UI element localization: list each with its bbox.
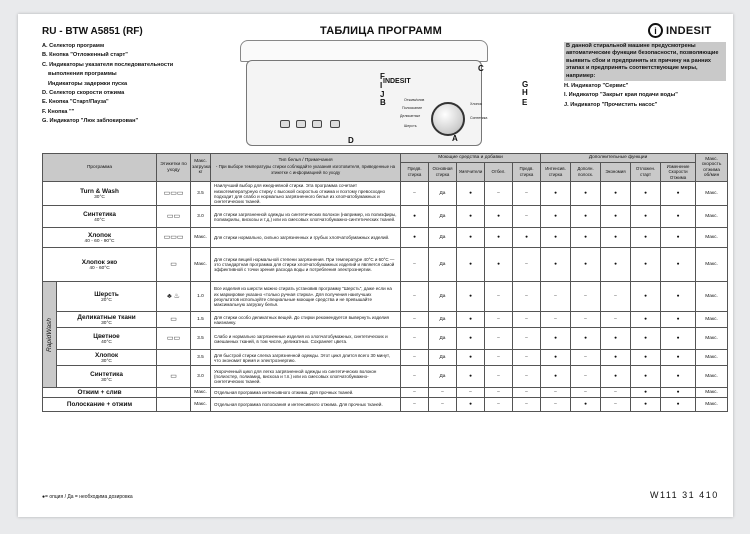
panel-button (296, 120, 306, 128)
program-description: Отдельная программа интенсивного отжима. Для прочных тканей. (211, 388, 401, 398)
max-load: Макс. (191, 388, 211, 398)
max-speed: Макс. (696, 350, 728, 366)
option-cell: – (401, 366, 429, 388)
option-cell: ● (401, 228, 429, 248)
th-max-load-unit: кг (198, 170, 203, 176)
option-cell: ● (661, 312, 696, 328)
option-cell: ● (485, 206, 513, 228)
program-temp: 30°C (101, 358, 112, 364)
option-cell: ● (601, 248, 631, 282)
option-cell: ● (541, 248, 571, 282)
panel-button (330, 120, 340, 128)
max-speed: Макс. (696, 282, 728, 312)
program-description: Для стирки вещей нормальной степени загрязнения. При температуре 40°C и 60°C — это стандартная программа для стирки хлопчатобумажных изделий и является самой эффективной с точки зрения расхода воды и потребления электроэнергии. (211, 248, 401, 282)
footer-legend: ●= опция / Да = необходима дозировка (42, 494, 133, 500)
program-temp: 20°C (101, 297, 112, 303)
option-cell: – (485, 398, 513, 412)
option-cell: Да (429, 350, 457, 366)
option-cell: Да (429, 366, 457, 388)
table-row (43, 248, 728, 282)
th-max-speed (696, 154, 728, 182)
option-cell: ● (457, 328, 485, 350)
legend-item: C. Индикаторы указателя последовательности (42, 61, 174, 68)
option-cell: – (485, 182, 513, 206)
option-cell: – (601, 388, 631, 398)
callout-letter: A (452, 134, 458, 143)
option-cell: ● (631, 206, 661, 228)
dial-label: Деликатные (400, 114, 421, 118)
max-speed: Макс. (696, 248, 728, 282)
page-title: ТАБЛИЦА ПРОГРАММ (320, 25, 442, 37)
max-load: 3.5 (191, 350, 211, 366)
legend-item: Индикаторы задержки пуска (48, 80, 128, 87)
dial-label: Отжим/слив (404, 98, 425, 102)
dial-label: Хлопок (470, 102, 483, 106)
th-det-col: Основная стирка (429, 162, 457, 182)
option-cell: – (513, 282, 541, 312)
option-cell: – (485, 350, 513, 366)
option-cell: ● (541, 182, 571, 206)
callout-letter: F (380, 72, 385, 81)
control-panel-drawing (240, 40, 530, 148)
option-cell: – (601, 312, 631, 328)
max-load: 1.5 (191, 312, 211, 328)
option-cell: ● (541, 228, 571, 248)
legend-item: D. Селектор скорости отжима (42, 90, 125, 97)
care-label-icon: ▭▭▭ (157, 228, 191, 248)
th-description-note: - При выборе температуры стирки соблюдайте указания изготовителя, приведенные на этикетке с информацией по уходу (215, 163, 396, 176)
program-description: Наилучший выбор для ежедневной стирки. Эта программа сочетает низкотемпературную стирку с высокой скоростью отжима и поэтому превосходно подходит для слабо и нормально загрязненного белья из хлопчатобумажных и синтетических тканей. (211, 182, 401, 206)
th-description (211, 154, 401, 182)
option-cell: ● (513, 228, 541, 248)
option-cell: – (571, 388, 601, 398)
option-cell: – (513, 350, 541, 366)
option-cell: – (601, 282, 631, 312)
option-cell: ● (571, 206, 601, 228)
safety-warning: В данной стиральной машине предусмотрены автоматические функции безопасности, позволяющие выявить сбои и предпринять их причину на ранних этапах и предпринять соответствующие меры, например: (564, 42, 726, 81)
program-temp: 40°C (101, 339, 112, 345)
care-label-icon: ▭▭ (157, 328, 191, 350)
table-row (43, 398, 728, 412)
option-cell: ● (457, 282, 485, 312)
care-label-icon (157, 398, 191, 412)
program-name: Отжим + слив (77, 389, 122, 397)
option-cell: ● (661, 388, 696, 398)
callout-letter: J (380, 90, 385, 99)
program-name-cell (43, 206, 157, 228)
program-description: Для стирки особо деликатных вещей. До стирки рекомендуется вывернуть изделия наизнанку. (211, 312, 401, 328)
option-cell: ● (457, 228, 485, 248)
th-det-col: Умягчители (457, 162, 485, 182)
max-load: 1.0 (191, 282, 211, 312)
table-row (43, 366, 728, 388)
th-extra-col: Экономия (601, 162, 631, 182)
option-cell: – (485, 388, 513, 398)
program-temp: 40 - 60 - 90°C (84, 238, 115, 244)
th-det-col: Отбел. (485, 162, 513, 182)
option-cell: – (513, 328, 541, 350)
th-description-title: Тип белья / Примечания (278, 158, 333, 164)
care-label-icon: ▭ (157, 366, 191, 388)
option-cell: ● (631, 182, 661, 206)
option-cell: ● (661, 282, 696, 312)
option-cell: – (541, 282, 571, 312)
option-cell: – (571, 350, 601, 366)
table-row (43, 312, 728, 328)
program-name: Хлопок эко (81, 258, 118, 266)
option-cell: – (457, 388, 485, 398)
option-cell: – (485, 328, 513, 350)
option-cell: Да (429, 248, 457, 282)
program-name: Синтетика (90, 370, 123, 378)
option-cell: – (513, 248, 541, 282)
max-speed: Макс. (696, 312, 728, 328)
max-load: 3.5 (191, 182, 211, 206)
program-name: Полоскание + отжим (66, 401, 133, 409)
option-cell: ● (631, 328, 661, 350)
option-cell: – (571, 366, 601, 388)
legend-item: G. Индикатор "Люк заблокирован" (42, 118, 139, 125)
option-cell: – (513, 206, 541, 228)
option-cell: ● (541, 366, 571, 388)
option-cell: ● (457, 248, 485, 282)
option-cell: ● (571, 398, 601, 412)
max-speed: Макс. (696, 206, 728, 228)
document-code: W111 31 410 (650, 490, 719, 500)
program-name: Деликатные ткани (77, 313, 136, 321)
th-max-load (191, 154, 211, 182)
option-cell: ● (601, 228, 631, 248)
th-extra-col: Дополн. полоск. (571, 162, 601, 182)
program-name-cell (57, 350, 157, 366)
care-label-icon (157, 350, 191, 366)
option-cell: Да (429, 312, 457, 328)
option-cell: ● (661, 366, 696, 388)
program-description: Все изделия из шерсти можно стирать установив программу "Шерсть", даже если на их маркировке указано «только ручная стирка». Для получения наилучших результатов используйте специальные моющие средства и не превышайте максимальную загрузку белья. (211, 282, 401, 312)
legend-item: A. Селектор программ (42, 43, 105, 49)
th-extra-col: Отложен. старт (631, 162, 661, 182)
program-description: Для стирки нормально, сильно загрязненных и грубых хлопчатобумажных изделий. (211, 228, 401, 248)
option-cell: ● (401, 206, 429, 228)
option-cell: ● (457, 366, 485, 388)
callout-letter: G (522, 80, 529, 89)
option-cell: – (485, 312, 513, 328)
th-detergents: Моющие средства и добавки (401, 154, 541, 163)
safety-item: I. Индикатор "Закрыт края подачи воды" (564, 92, 678, 99)
th-care-labels: Этикетки по уходу (157, 154, 191, 182)
callout-letter: C (478, 64, 484, 73)
option-cell: ● (485, 248, 513, 282)
option-cell: ● (631, 282, 661, 312)
option-cell: – (541, 388, 571, 398)
panel-brand: INDESIT (383, 78, 411, 85)
option-cell: ● (541, 350, 571, 366)
care-label-icon: ▭ (157, 248, 191, 282)
program-name: Хлопок (87, 231, 112, 239)
max-load: Макс. (191, 248, 211, 282)
program-name-cell (43, 182, 157, 206)
th-max-load-text: Макс. загрузка (192, 159, 211, 170)
option-cell: Да (429, 228, 457, 248)
option-cell: – (401, 248, 429, 282)
option-cell: ● (601, 328, 631, 350)
safety-item: J. Индикатор "Прочистить насос" (564, 101, 658, 108)
option-cell: ● (601, 182, 631, 206)
model-number: RU - BTW A5851 (RF) (42, 26, 143, 37)
th-extra-col: Интенсив. стирка (541, 162, 571, 182)
program-description: Укороченный цикл для легко загрязненной одежды из синтетических волокон (полиэстер, полиамид, вискоза и т.п.) или из смесовых хлопчатобумажно-синтетических тканей. (211, 366, 401, 388)
program-name: Хлопок (94, 351, 119, 359)
option-cell: ● (457, 312, 485, 328)
program-dial-icon (431, 102, 465, 136)
table-row (43, 388, 728, 398)
program-temp: 40°C (94, 217, 105, 223)
program-name-cell (57, 282, 157, 312)
option-cell: ● (631, 350, 661, 366)
option-cell: – (541, 398, 571, 412)
option-cell: ● (601, 366, 631, 388)
option-cell: – (513, 388, 541, 398)
rapidwash-group-label: RapidWash (43, 282, 57, 388)
option-cell: ● (601, 350, 631, 366)
max-speed: Макс. (696, 228, 728, 248)
legend-item: B. Кнопка "Отложенный старт" (42, 52, 128, 59)
panel-button (280, 120, 290, 128)
max-speed: Макс. (696, 182, 728, 206)
th-max-speed-unit: об/мин (703, 173, 720, 179)
table-row (43, 228, 728, 248)
option-cell: – (429, 398, 457, 412)
legend-item: E. Кнопка "Старт/Пауза" (42, 99, 109, 106)
option-cell: – (513, 182, 541, 206)
brand-logo (648, 23, 712, 38)
option-cell: ● (457, 398, 485, 412)
controls-legend (42, 42, 173, 127)
option-cell: ● (661, 350, 696, 366)
th-extra-col: Изменение Скорости Отжима (661, 162, 696, 182)
program-name: Шерсть (94, 290, 119, 298)
max-speed: Макс. (696, 328, 728, 350)
callout-letter: D (348, 136, 354, 145)
max-load: 3.0 (191, 366, 211, 388)
option-cell: – (485, 282, 513, 312)
dial-label: Полоскание (402, 106, 423, 110)
option-cell: ● (631, 312, 661, 328)
option-cell: ● (661, 328, 696, 350)
program-name-cell (57, 312, 157, 328)
program-temp: 30°C (101, 377, 112, 383)
option-cell: – (401, 398, 429, 412)
option-cell: Да (429, 206, 457, 228)
program-description: Отдельная программа полоскания и интенсивного отжима. Для прочных тканей. (211, 398, 401, 412)
program-name-cell (43, 398, 157, 412)
callout-letter: H (522, 88, 528, 97)
option-cell: – (541, 312, 571, 328)
program-description: Слабо и нормально загрязненные изделия из хлопчатобумажных, синтетических и смешанных тканей, в том числе, деликатных. Сохраняет цвета. (211, 328, 401, 350)
option-cell: – (429, 388, 457, 398)
option-cell: ● (571, 248, 601, 282)
option-cell: ● (457, 350, 485, 366)
max-load: Макс. (191, 398, 211, 412)
legend-item: выполнения программы (48, 71, 117, 78)
option-cell: – (401, 282, 429, 312)
care-label-icon: ♣ ♨ (157, 282, 191, 312)
option-cell: – (401, 182, 429, 206)
option-cell: – (571, 282, 601, 312)
option-cell: – (513, 366, 541, 388)
th-max-speed-text: Макс. скорость отжима (701, 156, 722, 173)
table-row (43, 282, 728, 312)
option-cell: – (601, 398, 631, 412)
table-header-group (43, 154, 728, 163)
option-cell: ● (457, 182, 485, 206)
option-cell: ● (571, 182, 601, 206)
program-name: Turn & Wash (80, 187, 119, 195)
max-load: Макс. (191, 228, 211, 248)
dial-label: Синтетика (470, 116, 488, 120)
option-cell: ● (631, 248, 661, 282)
program-name: Синтетика (83, 210, 116, 218)
option-cell: ● (541, 328, 571, 350)
th-det-col: Предв. стирка (513, 162, 541, 182)
option-cell: ● (631, 388, 661, 398)
max-speed: Макс. (696, 388, 728, 398)
option-cell: – (401, 312, 429, 328)
program-name-cell (57, 366, 157, 388)
th-program: Программа (43, 154, 157, 182)
option-cell: ● (601, 206, 631, 228)
program-name-cell (43, 388, 157, 398)
table-body (43, 182, 728, 412)
option-cell: ● (661, 248, 696, 282)
program-temp: 30°C (101, 320, 112, 326)
option-cell: ● (541, 206, 571, 228)
logo-wordmark: INDESIT (666, 24, 712, 37)
option-cell: – (513, 398, 541, 412)
option-cell: ● (571, 228, 601, 248)
table-row (43, 206, 728, 228)
option-cell: ● (661, 398, 696, 412)
max-speed: Макс. (696, 398, 728, 412)
option-cell: ● (661, 206, 696, 228)
safety-info (564, 42, 726, 109)
option-cell: ● (631, 366, 661, 388)
care-label-icon: ▭ (157, 312, 191, 328)
option-cell: Да (429, 182, 457, 206)
th-extras: Дополнительные функции (541, 154, 696, 163)
program-temp: 40 - 60°C (89, 265, 110, 271)
option-cell: – (571, 312, 601, 328)
care-label-icon: ▭▭ (157, 206, 191, 228)
option-cell: Да (429, 328, 457, 350)
dial-label: Шерсть (404, 124, 417, 128)
option-cell: ● (457, 206, 485, 228)
safety-item: H. Индикатор "Сервис" (564, 83, 629, 90)
th-det-col: Предв. стирка (401, 162, 429, 182)
logo-icon: i (648, 23, 663, 38)
panel-button (312, 120, 322, 128)
care-label-icon (157, 388, 191, 398)
program-temp: 30°C (94, 194, 105, 200)
option-cell: ● (631, 398, 661, 412)
table-row (43, 328, 728, 350)
max-speed: Макс. (696, 366, 728, 388)
program-name-cell (43, 228, 157, 248)
option-cell: Да (429, 282, 457, 312)
program-name-cell (43, 248, 157, 282)
program-description: Для стирки загрязненной одежды из синтетических волокон (например, из полиэфиры, полиакрилы, вискозы и т.д.) или из смесовых хлопчатобумажно-синтетических тканей. (211, 206, 401, 228)
option-cell: ● (661, 182, 696, 206)
callout-letter: I (380, 81, 383, 90)
option-cell: ● (571, 328, 601, 350)
program-name: Цветное (93, 332, 120, 340)
option-cell: ● (485, 228, 513, 248)
callout-letter: B (380, 98, 386, 107)
option-cell: – (401, 328, 429, 350)
max-load: 3.5 (191, 328, 211, 350)
option-cell: – (401, 388, 429, 398)
option-cell: – (485, 366, 513, 388)
callout-letter: E (522, 98, 528, 107)
program-table (42, 153, 728, 412)
table-row (43, 182, 728, 206)
instruction-sheet (18, 14, 733, 517)
option-cell: – (401, 350, 429, 366)
care-label-icon: ▭▭▭ (157, 182, 191, 206)
option-cell: ● (631, 228, 661, 248)
program-name-cell (57, 328, 157, 350)
max-load: 3.0 (191, 206, 211, 228)
panel-top-edge (240, 40, 488, 62)
legend-item: F. Кнопка "" (42, 108, 75, 115)
table-row (43, 350, 728, 366)
program-description: Для быстрой стирки слегка загрязненной одежды. Этот цикл длится всего 30 минут, что экономит время и электроэнергию. (211, 350, 401, 366)
option-cell: ● (661, 228, 696, 248)
option-cell: – (513, 312, 541, 328)
